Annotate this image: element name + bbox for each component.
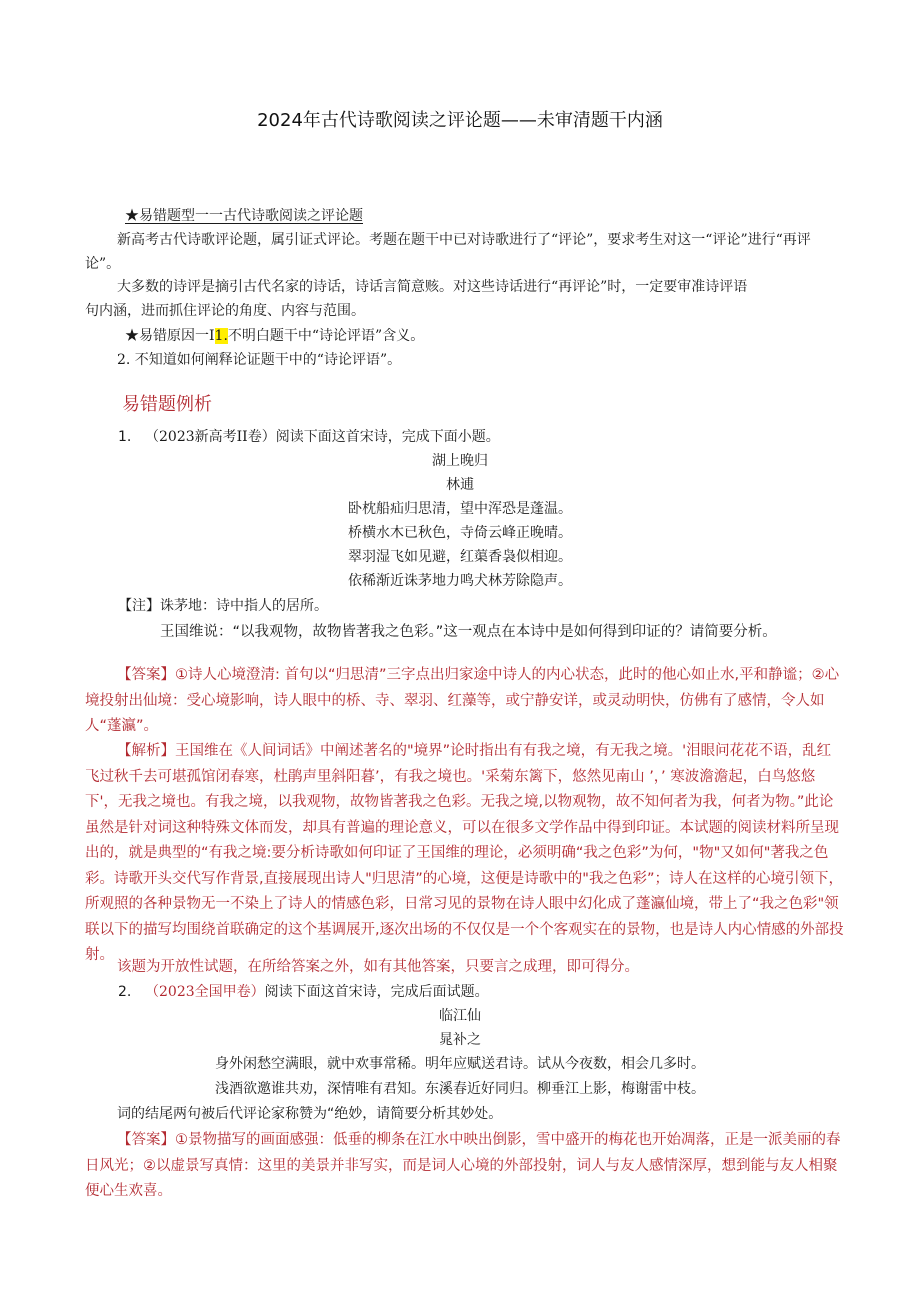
error-type-line: ★易错题型一一古代诗歌阅读之评论题 [125, 208, 363, 224]
q1-poem-title: 湖上晚归 [432, 453, 488, 469]
q1-poem-author: 林逋 [446, 477, 474, 493]
q1-number: 1. [118, 429, 132, 445]
q1-poem-line-4: 依稀渐近诛茅地力鸣犬林芳除隐声。 [348, 573, 572, 589]
q2-answer: 【答案】①景物描写的画面感强：低垂的柳条在江水中映出倒影，雪中盛开的梅花也开始凋落，正是一派美丽的春日风光；②以虚景写真情：这里的美景并非写实，而是词人心境的外部投射，词人与友人感情深厚，想到能与友人相聚便心生欢喜。 [85, 1132, 841, 1199]
page-title: 2024年古代诗歌阅读之评论题——未审清题干内涵 [257, 110, 663, 131]
section-heading: 易错题例析 [122, 394, 212, 415]
error-cause-text: 不明白题干中“诗论评语”含义。 [227, 328, 425, 344]
error-cause-2: 2. 不知道如何阐释论证题干中的“诗论评语”。 [117, 352, 402, 368]
q2-source-exam: （2023全国甲卷） [145, 984, 265, 1000]
q1-poem-line-2: 桥横水木已秋色，寺倚云峰正晚晴。 [348, 525, 572, 541]
q2-question: 词的结尾两句被后代评论家称赞为“绝妙，请简要分析其妙处。 [117, 1106, 503, 1122]
q1-poem-line-1: 卧枕船疝归思清，望中浑恐是蓬温。 [348, 501, 572, 517]
error-cause-prefix: ★易错原因一I [125, 328, 215, 344]
q1-question: 王国维说：“以我观物，故物皆著我之色彩。”这一观点在本诗中是如何得到印证的？请简要分析。 [160, 624, 777, 640]
q2-poem-author: 晁补之 [439, 1032, 481, 1048]
q1-source: （2023新高考II卷）阅读下面这首宋诗，完成下面小题。 [145, 429, 500, 445]
q1-open-note: 该题为开放性试题，在所给答案之外，如有其他答案，只要言之成理，即可得分。 [117, 959, 639, 975]
intro-paragraph-2-line-2: 句内涵，进而抓住评论的角度、内容与范围。 [85, 303, 365, 319]
q2-poem-line-1: 身外闲愁空满眼，就中欢事常稀。明年应赋送君诗。试从今夜数，相会几多时。 [215, 1056, 705, 1072]
intro-paragraph-2-line-1: 大多数的诗评是摘引古代名家的诗话，诗话言简意赅。对这些诗话进行“再评论”时，一定要审准诗评语 [117, 279, 748, 295]
q2-number: 2. [118, 984, 132, 1000]
q2-source-text: 阅读下面这首宋诗，完成后面试题。 [264, 984, 489, 1000]
intro-paragraph-1: 新高考古代诗歌评论题，属引证式评论。考题在题干中已对诗歌进行了“评论”，要求考生对这一“评论”进行“再评论”。 [85, 232, 811, 272]
q1-analysis: 【解析】王国维在《人间词话》中阐述著名的"境界”论时指出有有我之境，有无我之境。'泪眼问花花不语，乱红飞过秋千去可堪孤馆闭春寒，杜鹃声里斜阳暮’，有我之境也。'采菊东篱下，悠然见南山 ’，’ 寒波澹澹起，白鸟悠悠下'，无我之境也。有我之境，以我观物，故物皆著我之色彩。无我之境,以物观物，故不知何者为我，何者为物。”此论虽然是针对词这种特殊文体而发，却具有普遍的理论意义，可以在很多文学作品中得到印证。本试题的阅读材料所呈现出的，就是典型的“有我之境:要分析诗歌如何印证了王国维的理论，必须明确“我之色彩”为何，"物"又如何"著我之色彩。诗歌开头交代写作背景,直接展现出诗人"归思清”的心境，这便是诗歌中的"我之色彩”；诗人在这样的心境引领下，所观照的各种景物无一不染上了诗人的情感色彩，日常习见的景物在诗人眼中幻化成了蓬瀛仙境，带上了“我之色彩"领联以下的描写均围绕首联确定的这个基调展开,逐次出场的不仅仅是一个个客观实在的景物，也是诗人内心情感的外部投射。 [85, 743, 844, 963]
q2-poem-line-2: 浅酒欲邀谁共劝，深情唯有君知。东溪春近好同归。柳垂江上影，梅谢雷中枝。 [215, 1081, 705, 1097]
highlighted-number: 1. [214, 328, 228, 344]
q2-source-line [145, 980, 489, 1004]
q1-poem-line-3: 翠羽湿飞如见避，红蕖香袅似相迎。 [348, 549, 572, 565]
q1-answer: 【答案】①诗人心境澄清: 首句以“归思清”三字点出归家途中诗人的内心状态，此时的他心如止水,平和静谧；②心境投射出仙境：受心境影响，诗人眼中的桥、寺、翠羽、红藻等，或宁静安详，或灵动明快，仿佛有了感情，令人如人“蓬瀛”。 [85, 667, 840, 734]
q2-poem-title: 临江仙 [439, 1008, 481, 1024]
q1-note: 【注】诛茅地：诗中指人的居所。 [118, 598, 328, 614]
error-cause-line [125, 324, 424, 348]
